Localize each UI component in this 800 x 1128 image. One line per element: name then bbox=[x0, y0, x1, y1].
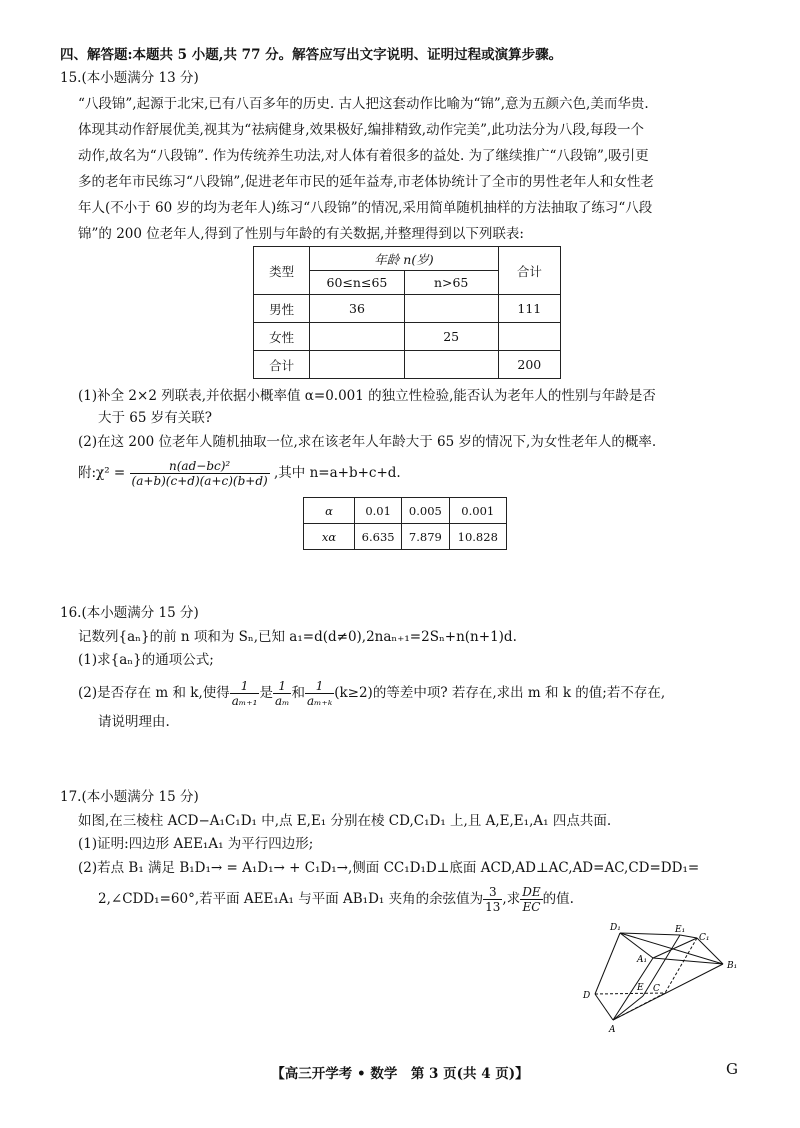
q17-title: 17.(本小题满分 15 分) bbox=[60, 789, 199, 805]
label-d1: D₁ bbox=[610, 923, 621, 933]
edge-d1-d bbox=[595, 933, 620, 994]
crit-cell: xα bbox=[304, 524, 355, 550]
table-cell: 25 bbox=[404, 323, 498, 351]
formula-prefix: 附:χ² = bbox=[78, 465, 126, 481]
q15-sub1: (1)补全 2×2 列联表,并依据小概率值 α=0.001 的独立性检验,能否认为老年人的性别与年龄是否 bbox=[78, 388, 656, 404]
q16-title: 16.(本小题满分 15 分) bbox=[60, 605, 199, 621]
prism-figure bbox=[565, 918, 745, 1038]
chi-square-formula bbox=[78, 458, 401, 488]
edge-a-b1 bbox=[613, 964, 723, 1020]
fraction-den: aₘ bbox=[274, 694, 290, 708]
q17-sub2-text: 的值. bbox=[542, 891, 574, 907]
version-letter: G bbox=[726, 1060, 738, 1078]
fraction-num: 1 bbox=[273, 679, 292, 694]
header-total: 合计 bbox=[498, 247, 560, 295]
table-cell bbox=[310, 323, 404, 351]
crit-cell: 0.005 bbox=[402, 498, 449, 524]
q15-para-line: 锦”的 200 位老年人,得到了性别与年龄的有关数据,并整理得到以下列联表: bbox=[78, 226, 524, 242]
crit-cell: α bbox=[304, 498, 355, 524]
q15-sub1-cont: 大于 65 岁有关联? bbox=[98, 410, 212, 426]
fraction-den: 13 bbox=[485, 900, 501, 914]
table-cell bbox=[498, 323, 560, 351]
edge-a-e bbox=[613, 996, 643, 1020]
table-cell: 111 bbox=[498, 295, 560, 323]
q15-para-line: 年人(不小于 60 岁的均为老年人)练习“八段锦”的情况,采用简单随机抽样的方法抽取了练习“八段 bbox=[78, 200, 653, 216]
formula-numerator: n(ad−bc)² bbox=[130, 459, 270, 474]
q15-title: 15.(本小题满分 13 分) bbox=[60, 70, 199, 86]
q15-sub2: (2)在这 200 位老年人随机抽取一位,求在该老年人年龄大于 65 岁的情况下,为女性老年人的概率. bbox=[78, 434, 657, 450]
q16-sub2-text: 是 bbox=[259, 685, 273, 701]
fraction-num: 1 bbox=[230, 679, 260, 694]
q16-sub2-cont: 请说明理由. bbox=[98, 714, 170, 730]
edge-a1-c1 bbox=[653, 938, 697, 958]
q17-sub2-text: ,求 bbox=[502, 891, 521, 907]
fraction-num: 1 bbox=[305, 679, 334, 694]
crit-cell: 0.01 bbox=[355, 498, 402, 524]
header-age-over-65: n>65 bbox=[404, 271, 498, 295]
q17-sub1: (1)证明:四边形 AEE₁A₁ 为平行四边形; bbox=[78, 836, 314, 852]
fraction-num: DE bbox=[522, 885, 541, 899]
fraction bbox=[520, 885, 542, 914]
label-c1: C₁ bbox=[699, 933, 710, 943]
row-label: 合计 bbox=[254, 351, 310, 379]
row-label: 女性 bbox=[254, 323, 310, 351]
header-age-60-65: 60≤n≤65 bbox=[310, 271, 404, 295]
q17-statement: 如图,在三棱柱 ACD−A₁C₁D₁ 中,点 E,E₁ 分别在棱 CD,C₁D₁ 上,且 A,E,E₁,A₁ 四点共面. bbox=[78, 813, 612, 829]
crit-cell: 10.828 bbox=[449, 524, 506, 550]
label-e1: E₁ bbox=[675, 925, 686, 935]
q16-sub2 bbox=[78, 676, 665, 710]
fraction-den: EC bbox=[522, 900, 541, 914]
table-cell bbox=[310, 351, 404, 379]
header-type: 类型 bbox=[254, 247, 310, 295]
table-cell bbox=[404, 295, 498, 323]
label-a1: A₁ bbox=[637, 955, 648, 965]
fraction bbox=[305, 679, 334, 708]
q16-sub2-text: 和 bbox=[291, 685, 305, 701]
q16-sub2-text: (k≥2)的等差中项? 若存在,求出 m 和 k 的值;若不存在, bbox=[334, 685, 666, 701]
formula-suffix: ,其中 n=a+b+c+d. bbox=[274, 465, 401, 481]
crit-cell: 0.001 bbox=[449, 498, 506, 524]
label-b1: B₁ bbox=[727, 961, 738, 971]
formula-denominator: (a+b)(c+d)(a+c)(b+d) bbox=[131, 474, 268, 488]
q15-para-line: 体现其动作舒展优美,视其为“祛病健身,效果极好,编排精致,动作完美”,此功法分为八段,每段一个 bbox=[78, 122, 645, 138]
crit-cell: 7.879 bbox=[402, 524, 449, 550]
fraction bbox=[483, 885, 502, 914]
q15-para-line: 多的老年市民练习“八段锦”,促进老年市民的延年益寿,市老体协统计了全市的男性老年人和女性老 bbox=[78, 174, 654, 190]
q17-sub2: (2)若点 B₁ 满足 B₁D₁→ = A₁D₁→ + C₁D₁→,侧面 CC₁D₁D⊥底面 ACD,AD⊥AC,AD=AC,CD=DD₁= bbox=[78, 860, 700, 876]
header-age: 年龄 n(岁) bbox=[310, 247, 498, 271]
fraction-num: 3 bbox=[483, 885, 502, 900]
edge-d-a bbox=[595, 994, 613, 1020]
fraction-den: aₘ₊ₖ bbox=[306, 694, 333, 708]
label-c: C bbox=[653, 984, 660, 994]
edge-d1-e1 bbox=[620, 933, 680, 935]
table-cell: 200 bbox=[498, 351, 560, 379]
label-d: D bbox=[583, 991, 591, 1001]
contingency-table bbox=[253, 246, 561, 379]
label-e: E bbox=[637, 983, 644, 993]
q16-statement: 记数列{aₙ}的前 n 项和为 Sₙ,已知 a₁=d(d≠0),2naₙ₊₁=2Sₙ+n(n+1)d. bbox=[78, 629, 517, 645]
q15-para-line: “八段锦”,起源于北宋,已有八百多年的历史. 古人把这套动作比喻为“锦”,意为五颜六色,美而华贵. bbox=[78, 96, 649, 112]
edge-e1-c1 bbox=[680, 935, 697, 938]
fraction bbox=[230, 679, 260, 708]
q15-para-line: 动作,故名为“八段锦”. 作为传统养生功法,对人体有着很多的益处. 为了继续推广“八段锦”,吸引更 bbox=[78, 148, 649, 164]
formula-fraction bbox=[130, 459, 270, 488]
q16-sub1: (1)求{aₙ}的通项公式; bbox=[78, 652, 214, 668]
q17-sub2-cont bbox=[98, 884, 574, 914]
table-cell bbox=[404, 351, 498, 379]
crit-cell: 6.635 bbox=[355, 524, 402, 550]
q17-sub2-text: 2,∠CDD₁=60°,若平面 AEE₁A₁ 与平面 AB₁D₁ 夹角的余弦值为 bbox=[98, 891, 484, 907]
label-a: A bbox=[609, 1025, 616, 1035]
table-cell: 36 bbox=[310, 295, 404, 323]
fraction-den: aₘ₊₁ bbox=[231, 694, 258, 708]
fraction bbox=[273, 679, 292, 708]
q16-sub2-text: (2)是否存在 m 和 k,使得 bbox=[78, 685, 230, 701]
row-label: 男性 bbox=[254, 295, 310, 323]
hidden-edge-c1-c bbox=[665, 938, 697, 993]
page-footer: 【高三开学考 • 数学 第 3 页(共 4 页)】 bbox=[271, 1066, 529, 1082]
section-header: 四、解答题:本题共 5 小题,共 77 分。解答应写出文字说明、证明过程或演算步骤。 bbox=[60, 47, 563, 63]
critical-value-table bbox=[303, 497, 507, 550]
